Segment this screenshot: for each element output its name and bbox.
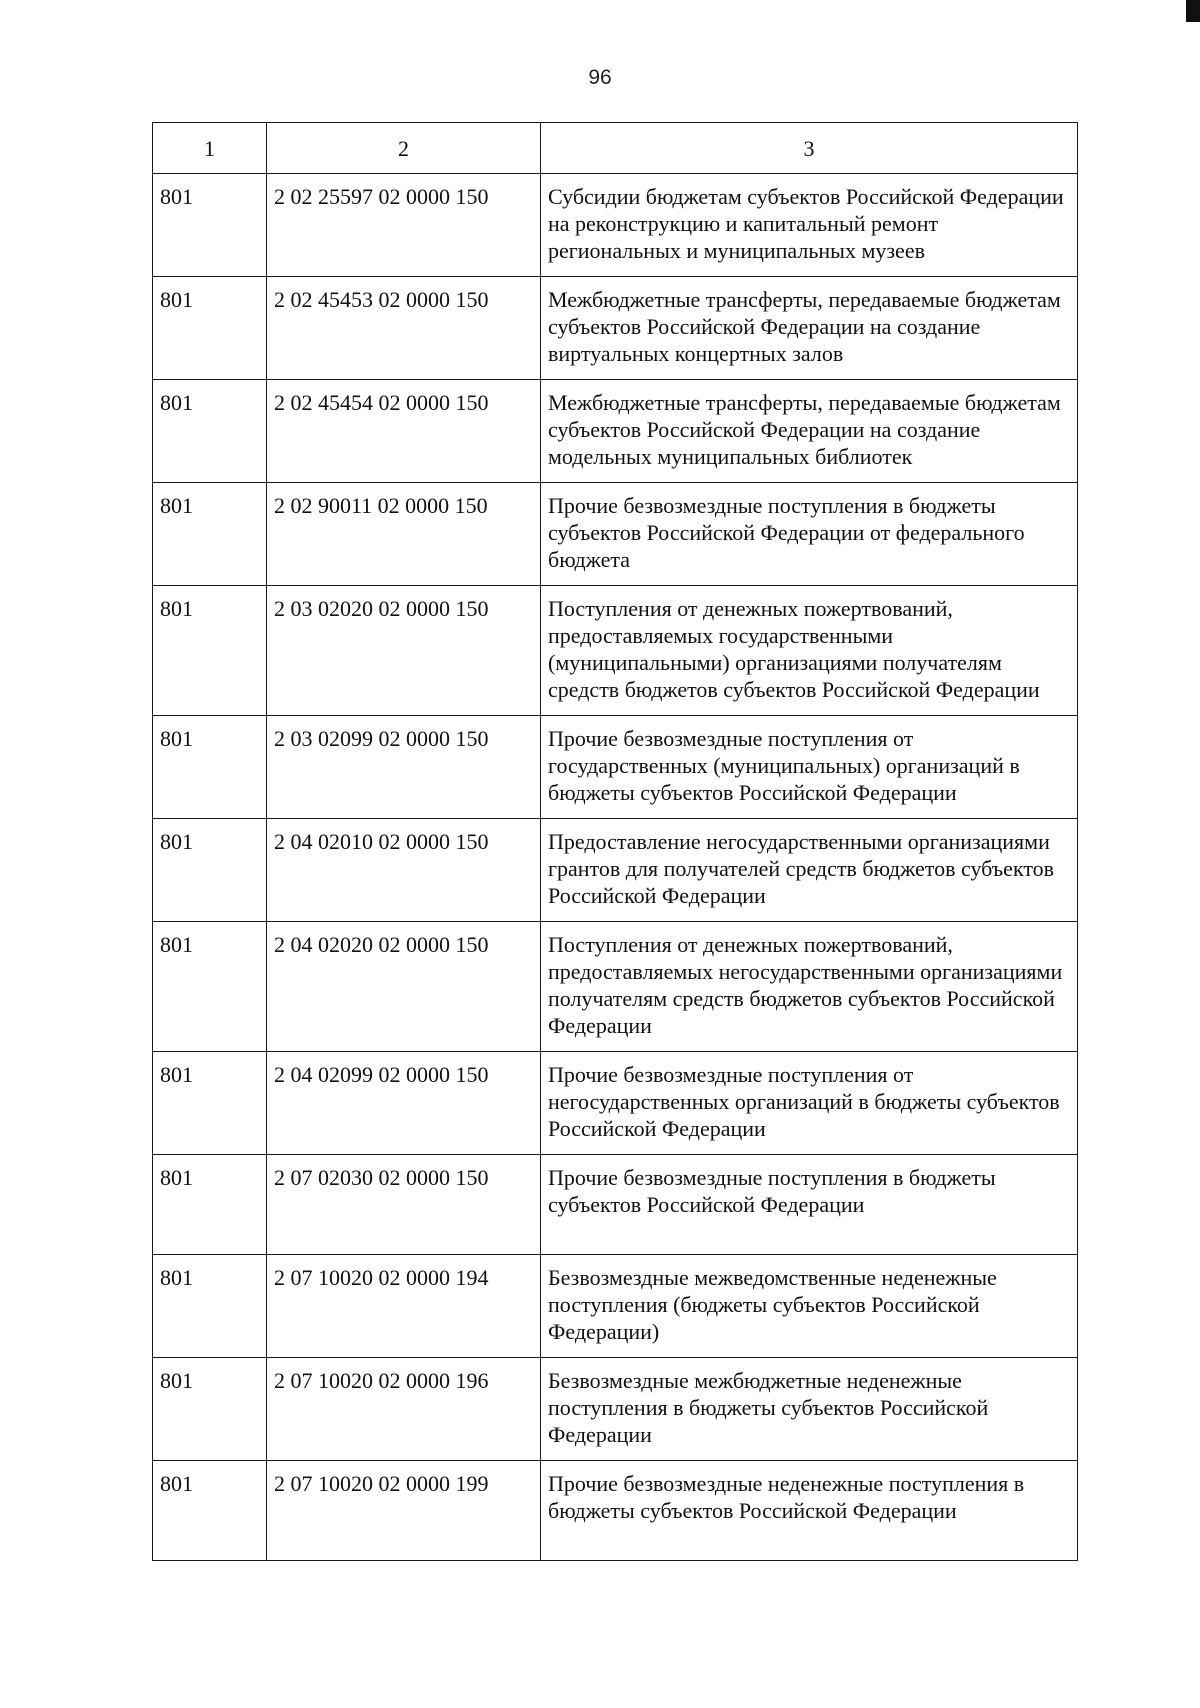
description-cell: Прочие безвозмездные поступления от негосударственных организаций в бюджеты субъектов Российской Федерации [541,1052,1078,1155]
admin-code-cell: 801 [153,922,267,1052]
admin-code-cell: 801 [153,1255,267,1358]
table-row [153,1461,1078,1561]
admin-code-cell: 801 [153,483,267,586]
income-code-cell: 2 04 02020 02 0000 150 [267,922,541,1052]
admin-code-cell: 801 [153,1461,267,1561]
income-code-cell: 2 07 02030 02 0000 150 [267,1155,541,1255]
table-row [153,586,1078,716]
admin-code-cell: 801 [153,380,267,483]
table-row [153,483,1078,586]
income-code-cell: 2 02 45453 02 0000 150 [267,277,541,380]
admin-code-cell: 801 [153,819,267,922]
income-code-cell: 2 02 90011 02 0000 150 [267,483,541,586]
income-code-cell: 2 07 10020 02 0000 199 [267,1461,541,1561]
table-row [153,819,1078,922]
table-row [153,174,1078,277]
table-row [153,1255,1078,1358]
description-cell: Прочие безвозмездные поступления от государственных (муниципальных) организаций в бюджеты субъектов Российской Федерации [541,716,1078,819]
admin-code-cell: 801 [153,586,267,716]
table-row [153,1155,1078,1255]
income-code-cell: 2 02 25597 02 0000 150 [267,174,541,277]
table-row [153,716,1078,819]
description-cell: Межбюджетные трансферты, передаваемые бюджетам субъектов Российской Федерации на создание модельных муниципальных библиотек [541,380,1078,483]
description-cell: Прочие безвозмездные поступления в бюджеты субъектов Российской Федерации от федерального бюджета [541,483,1078,586]
column-header-2: 2 [267,123,541,174]
description-cell: Межбюджетные трансферты, передаваемые бюджетам субъектов Российской Федерации на создание виртуальных концертных залов [541,277,1078,380]
description-cell: Субсидии бюджетам субъектов Российской Федерации на реконструкцию и капитальный ремонт региональных и муниципальных музеев [541,174,1078,277]
scan-corner-mark [1186,0,1200,22]
table-row [153,1358,1078,1461]
income-code-cell: 2 04 02099 02 0000 150 [267,1052,541,1155]
table-row [153,277,1078,380]
column-header-3: 3 [541,123,1078,174]
description-cell: Предоставление негосударственными организациями грантов для получателей средств бюджетов субъектов Российской Федерации [541,819,1078,922]
admin-code-cell: 801 [153,1052,267,1155]
table-header-row [153,123,1078,174]
table-row [153,922,1078,1052]
description-cell: Безвозмездные межведомственные неденежные поступления (бюджеты субъектов Российской Федерации) [541,1255,1078,1358]
description-cell: Прочие безвозмездные поступления в бюджеты субъектов Российской Федерации [541,1155,1078,1255]
income-code-cell: 2 02 45454 02 0000 150 [267,380,541,483]
income-code-cell: 2 03 02020 02 0000 150 [267,586,541,716]
table-row [153,380,1078,483]
page-number: 96 [588,66,612,89]
income-code-cell: 2 03 02099 02 0000 150 [267,716,541,819]
table-row [153,1052,1078,1155]
admin-code-cell: 801 [153,716,267,819]
description-cell: Поступления от денежных пожертвований, предоставляемых государственными (муниципальными) организациями получателям средств бюджетов субъектов Российской Федерации [541,586,1078,716]
description-cell: Прочие безвозмездные неденежные поступления в бюджеты субъектов Российской Федерации [541,1461,1078,1561]
admin-code-cell: 801 [153,1358,267,1461]
income-code-cell: 2 04 02010 02 0000 150 [267,819,541,922]
admin-code-cell: 801 [153,277,267,380]
admin-code-cell: 801 [153,1155,267,1255]
income-codes-table [152,122,1078,1561]
income-code-cell: 2 07 10020 02 0000 196 [267,1358,541,1461]
income-code-cell: 2 07 10020 02 0000 194 [267,1255,541,1358]
description-cell: Безвозмездные межбюджетные неденежные поступления в бюджеты субъектов Российской Федерации [541,1358,1078,1461]
description-cell: Поступления от денежных пожертвований, предоставляемых негосударственными организациями получателям средств бюджетов субъектов Российской Федерации [541,922,1078,1052]
admin-code-cell: 801 [153,174,267,277]
column-header-1: 1 [153,123,267,174]
